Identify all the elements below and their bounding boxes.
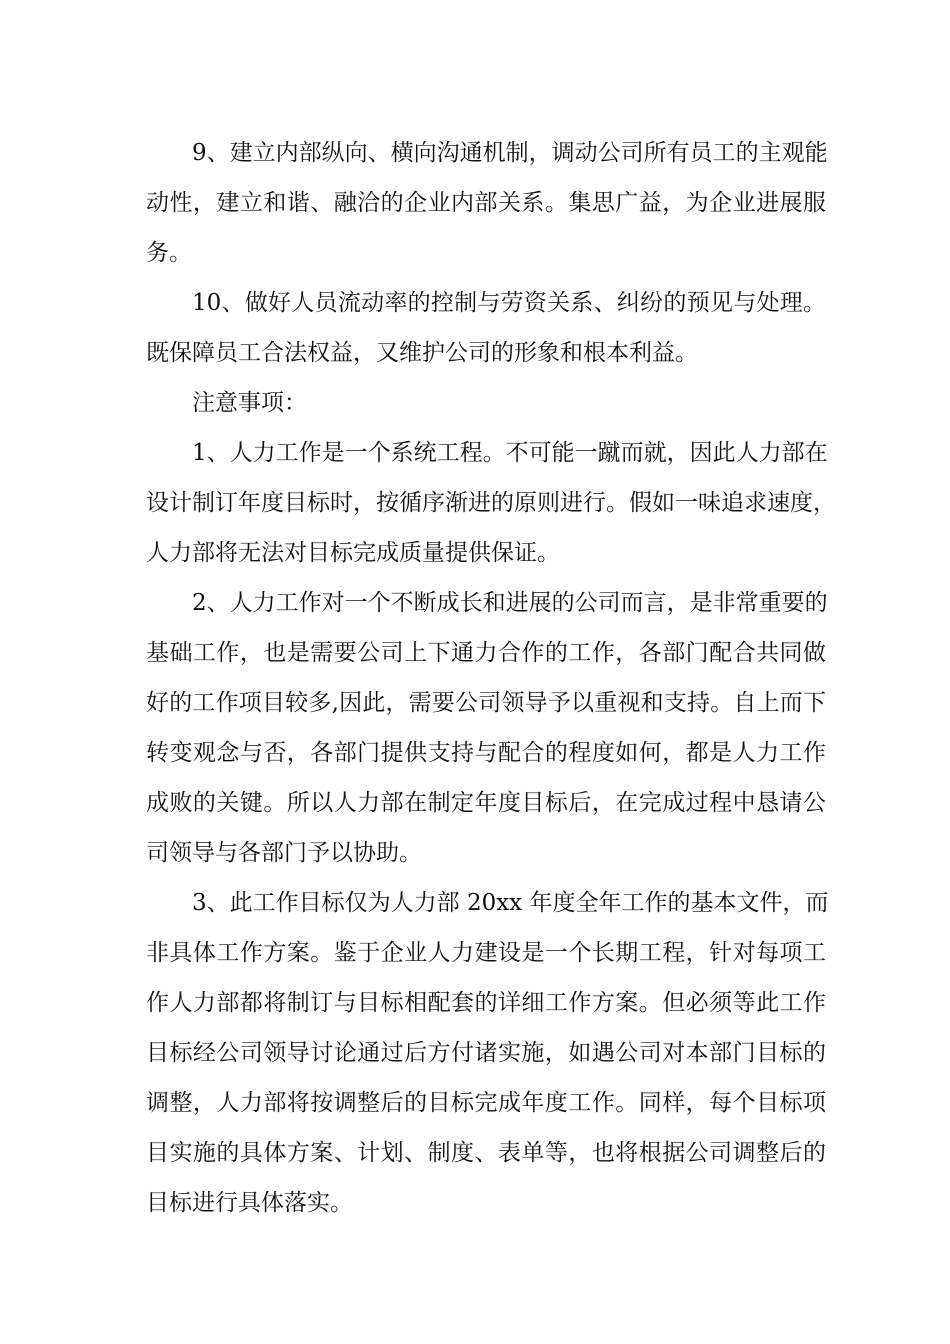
text-line: 非具体工作方案。鉴于企业人力建设是一个长期工程，针对每项工	[146, 940, 826, 966]
text-line: 3、此工作目标仅为人力部 20xx 年度全年工作的基本文件，而	[192, 890, 829, 916]
note-item-3	[146, 878, 829, 1228]
document-body	[146, 128, 836, 1228]
text-line: 好的工作项目较多,因此，需要公司领导予以重视和支持。自上而下	[146, 690, 826, 716]
text-line: 目实施的具体方案、计划、制度、表单等，也将根据公司调整后的	[146, 1140, 826, 1166]
text-line: 务。	[146, 240, 192, 266]
text-line: 设计制订年度目标时，按循序渐进的原则进行。假如一味追求速度，	[146, 490, 836, 516]
text-line: 既保障员工合法权益，又维护公司的形象和根本利益。	[146, 340, 698, 366]
text-line: 目标进行具体落实。	[146, 1190, 353, 1216]
paragraph-item-10	[146, 278, 826, 378]
text-line: 调整，人力部将按调整后的目标完成年度工作。同样，每个目标项	[146, 1090, 826, 1116]
text-line: 9、建立内部纵向、横向沟通机制，调动公司所有员工的主观能	[192, 140, 828, 166]
text-line: 转变观念与否，各部门提供支持与配合的程度如何，都是人力工作	[146, 740, 826, 766]
text-line: 2、人力工作对一个不断成长和进展的公司而言，是非常重要的	[192, 590, 828, 616]
text-line: 1、人力工作是一个系统工程。不可能一蹴而就，因此人力部在	[192, 440, 828, 466]
note-item-1	[146, 428, 836, 578]
text-line: 人力部将无法对目标完成质量提供保证。	[146, 540, 560, 566]
text-line: 动性，建立和谐、融洽的企业内部关系。集思广益，为企业进展服	[146, 190, 826, 216]
note-item-2	[146, 578, 826, 878]
text-line: 目标经公司领导讨论通过后方付诸实施，如遇公司对本部门目标的	[146, 1040, 826, 1066]
text-line: 司领导与各部门予以协助。	[146, 840, 422, 866]
text-line: 注意事项：	[192, 390, 307, 416]
text-line: 成败的关键。所以人力部在制定年度目标后，在完成过程中恳请公	[146, 790, 826, 816]
paragraph-item-9	[146, 128, 826, 278]
text-line: 10、做好人员流动率的控制与劳资关系、纠纷的预见与处理。	[192, 290, 826, 316]
text-line: 基础工作，也是需要公司上下通力合作的工作，各部门配合共同做	[146, 640, 826, 666]
text-line: 作人力部都将制订与目标相配套的详细工作方案。但必须等此工作	[146, 990, 826, 1016]
notes-heading	[146, 378, 826, 428]
